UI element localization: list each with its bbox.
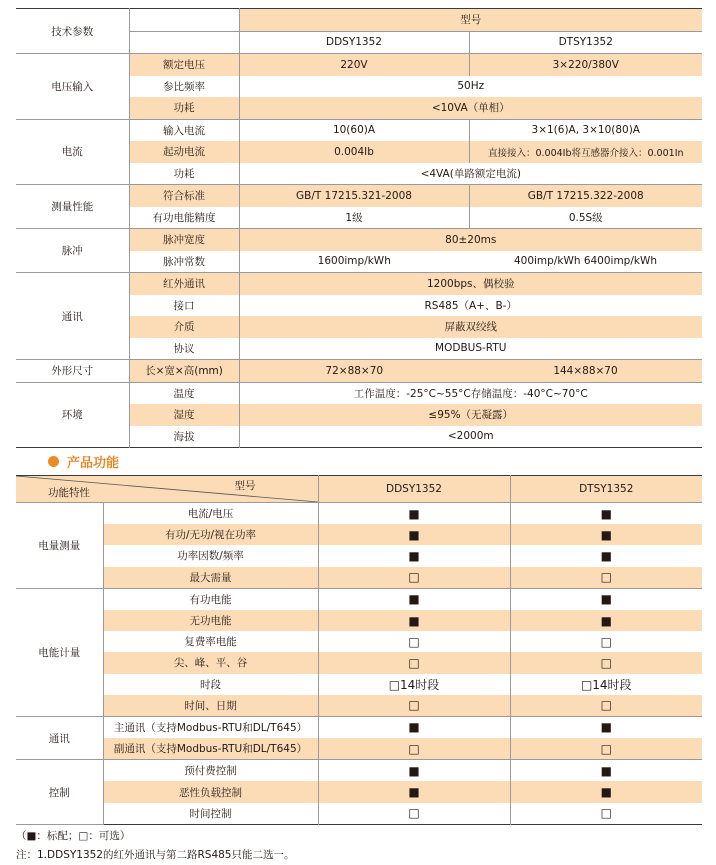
spec-value: 1200bps、偶校验 (239, 273, 702, 295)
func-feature-label: 有功/无功/视在功率 (103, 524, 318, 545)
spec-group-measure: 测量性能 (16, 185, 129, 229)
func-feature-label: 有功电能 (103, 588, 318, 610)
spec-label: 脉冲常数 (129, 251, 239, 273)
func-feature-label: 主通讯（支持Modbus-RTU和DL/T645） (103, 716, 318, 738)
spec-label: 功耗 (129, 97, 239, 119)
spec-value: 工作温度：-25°C~55°C存储温度：-40°C~70°C (239, 382, 702, 404)
spec-value: <4VA(单路额定电流) (420, 167, 521, 180)
func-row (16, 503, 702, 525)
func-mark-a: □ (318, 567, 510, 589)
func-row (16, 760, 702, 782)
func-row (16, 610, 702, 631)
spec-label: 起动电流 (129, 141, 239, 163)
func-mark-a: ■ (318, 716, 510, 738)
bullet-dot-icon (48, 456, 59, 467)
func-mark-b: □ (510, 567, 702, 589)
spec-value: 1600imp/kWh (317, 255, 391, 268)
func-feature-label: 时间、日期 (103, 695, 318, 717)
notes (16, 827, 295, 865)
func-mark-a: □ (318, 738, 510, 760)
func-mark-a: ■ (318, 524, 510, 545)
spec-label: 介质 (129, 316, 239, 338)
spec-value: 72×88×70 (239, 360, 469, 383)
func-feature-label: 电流/电压 (103, 503, 318, 525)
func-row (16, 545, 702, 566)
spec-label: 功耗 (129, 163, 239, 185)
func-row (16, 803, 702, 825)
func-header-model: 型号 (234, 480, 256, 492)
spec-value: 直接接入：0.004Ib将互感器介接入：0.001In (469, 141, 702, 163)
spec-value: 3×1(6)A, 3×10(80)A (469, 119, 702, 141)
spec-label: 长×宽×高(mm) (129, 360, 239, 383)
func-group-label: 控制 (16, 760, 103, 825)
func-mark-a: □ (318, 652, 510, 673)
spec-label: 输入电流 (129, 119, 239, 141)
spec-value: ≤95%（无凝露） (239, 404, 702, 426)
func-mark-b: □ (510, 695, 702, 717)
func-feature-label: 时间控制 (103, 803, 318, 825)
spec-value: 400imp/kWh 6400imp/kWh (513, 255, 658, 268)
spec-value: 1级 (239, 207, 469, 229)
spec-header-model: 型号 (239, 9, 702, 32)
func-header-feature: 功能特性 (48, 487, 90, 499)
func-mark-b: ■ (510, 760, 702, 782)
func-feature-label: 时段 (103, 674, 318, 695)
spec-value: 80±20ms (239, 229, 702, 251)
spec-group-comm: 通讯 (16, 273, 129, 360)
func-mark-b: □ (510, 652, 702, 673)
spec-label: 温度 (129, 382, 239, 404)
func-mark-a: □ (318, 695, 510, 717)
func-group-label: 电量测量 (16, 503, 103, 589)
spec-value: 0.5S级 (568, 211, 603, 224)
spec-group-voltage: 电压输入 (16, 54, 129, 120)
spec-group-current: 电流 (16, 119, 129, 185)
spec-value: GB/T 17215.321-2008 (239, 185, 469, 207)
spec-value: 50Hz (457, 80, 485, 93)
func-feature-label: 无功电能 (103, 610, 318, 631)
spec-value: GB/T 17215.322-2008 (469, 185, 702, 207)
legend-note: （■：标配；□：可选） (16, 830, 131, 842)
func-row (16, 738, 702, 760)
func-mark-a: □14时段 (318, 674, 510, 695)
func-feature-label: 最大需量 (103, 567, 318, 589)
spec-value: RS485（A+、B-） (424, 299, 517, 312)
spec-label: 协议 (129, 338, 239, 360)
func-row (16, 588, 702, 610)
func-row (16, 631, 702, 652)
func-feature-label: 副通讯（支持Modbus-RTU和DL/T645） (103, 738, 318, 760)
func-mark-a: ■ (318, 610, 510, 631)
section-title (48, 451, 119, 471)
spec-value: MODBUS-RTU (435, 342, 507, 355)
spec-value: 0.004Ib (239, 141, 469, 163)
spec-value: 屏蔽双绞线 (239, 316, 702, 338)
func-row (16, 781, 702, 802)
func-group-label: 通讯 (16, 716, 103, 759)
spec-value: 220V (239, 54, 469, 76)
spec-label: 参比频率 (129, 76, 239, 98)
func-mark-b: ■ (510, 524, 702, 545)
func-mark-a: ■ (318, 781, 510, 802)
func-mark-b: ■ (600, 548, 612, 563)
spec-label: 湿度 (129, 404, 239, 426)
spec-value: 144×88×70 (469, 360, 702, 383)
spec-header-label: 技术参数 (16, 9, 129, 54)
func-mark-b: □ (600, 634, 612, 649)
func-feature-label: 恶性负载控制 (103, 781, 318, 802)
spec-value: 10(60)A (239, 119, 469, 141)
func-row (16, 674, 702, 695)
spec-label: 符合标准 (129, 185, 239, 207)
func-row (16, 695, 702, 717)
spec-group-env: 环境 (16, 382, 129, 448)
func-mark-b: □ (600, 806, 612, 821)
spec-label: 额定电压 (129, 54, 239, 76)
func-mark-b: ■ (510, 588, 702, 610)
func-model-b: DTSY1352 (510, 476, 702, 503)
spec-label: 脉冲宽度 (129, 229, 239, 251)
spec-label: 海拔 (129, 426, 239, 448)
func-feature-label: 复费率电能 (103, 631, 318, 652)
func-mark-a: ■ (318, 545, 510, 566)
func-mark-b: □14时段 (580, 677, 632, 692)
func-mark-b: ■ (510, 781, 702, 802)
func-feature-label: 功率因数/频率 (103, 545, 318, 566)
func-row (16, 567, 702, 589)
spec-model-a: DDSY1352 (239, 31, 469, 54)
func-mark-b: ■ (510, 716, 702, 738)
function-table (16, 475, 702, 825)
func-mark-a: ■ (318, 588, 510, 610)
func-group-label: 电能计量 (16, 588, 103, 716)
func-mark-a: ■ (318, 503, 510, 525)
spec-group-pulse: 脉冲 (16, 229, 129, 273)
func-model-a: DDSY1352 (318, 476, 510, 503)
func-mark-a: □ (318, 803, 510, 825)
footnote: 注：1.DDSY1352的红外通讯与第二路RS485只能二选一。 (16, 849, 295, 861)
func-mark-b: □ (510, 738, 702, 760)
spec-label: 接口 (129, 295, 239, 317)
spec-value: <10VA（单相） (239, 97, 702, 119)
spec-value: 3×220/380V (469, 54, 702, 76)
spec-model-b: DTSY1352 (469, 31, 702, 54)
func-row (16, 524, 702, 545)
func-row (16, 652, 702, 673)
section-title-text: 产品功能 (67, 455, 120, 471)
spec-label: 有功电能精度 (129, 207, 239, 229)
func-mark-a: □ (318, 631, 510, 652)
func-mark-b: ■ (510, 610, 702, 631)
func-feature-label: 尖、峰、平、谷 (103, 652, 318, 673)
spec-label: 红外通讯 (129, 273, 239, 295)
spec-group-size: 外形尺寸 (16, 360, 129, 383)
spec-value: <2000m (447, 430, 494, 443)
func-header-diagonal (16, 476, 318, 503)
func-mark-b: ■ (510, 503, 702, 525)
spec-table (16, 8, 702, 448)
func-row (16, 716, 702, 738)
func-feature-label: 预付费控制 (103, 760, 318, 782)
func-mark-a: ■ (318, 760, 510, 782)
